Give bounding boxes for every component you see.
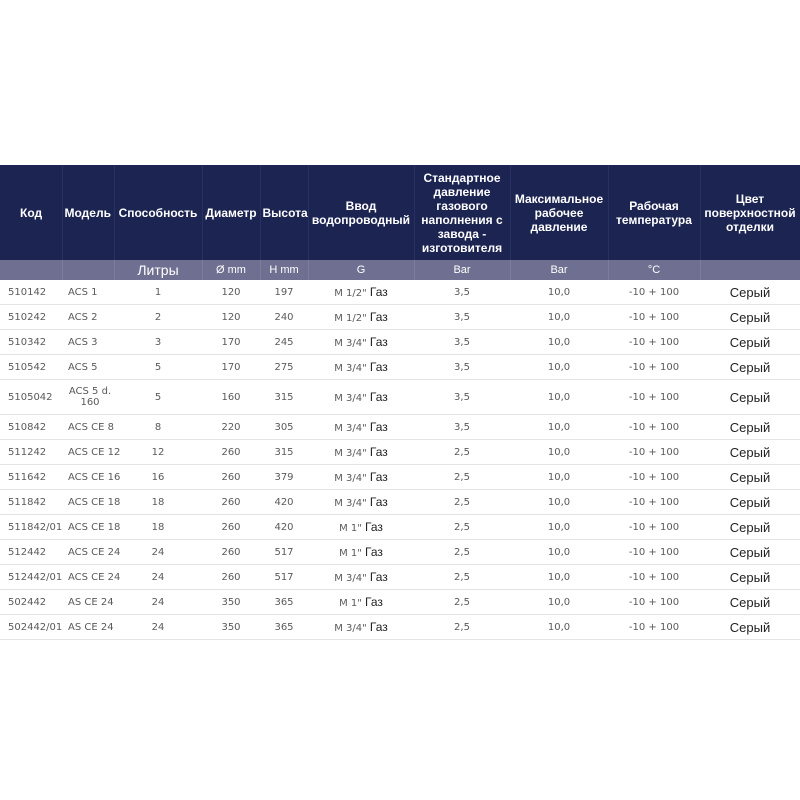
cell-inlet-gas: Газ [369, 360, 388, 374]
cell-model: ACS CE 24 [62, 565, 114, 590]
unit-capacity: Литры [114, 260, 202, 280]
cell-inlet-thread: M 1" [339, 548, 362, 559]
cell-inlet [308, 415, 414, 440]
cell-diameter: 260 [202, 565, 260, 590]
cell-diameter: 350 [202, 590, 260, 615]
unit-inlet: G [308, 260, 414, 280]
cell-height: 245 [260, 330, 308, 355]
cell-work-temp: -10 + 100 [608, 280, 700, 305]
cell-capacity: 1 [114, 280, 202, 305]
cell-surface-color: Серый [700, 590, 800, 615]
unit-code [0, 260, 62, 280]
table-row [0, 490, 800, 515]
cell-max-pressure: 10,0 [510, 330, 608, 355]
cell-code: 510142 [0, 280, 62, 305]
cell-model: AS CE 24 [62, 615, 114, 640]
cell-preset-pressure: 2,5 [414, 490, 510, 515]
cell-surface-color: Серый [700, 540, 800, 565]
cell-height: 240 [260, 305, 308, 330]
cell-surface-color: Серый [700, 565, 800, 590]
cell-model: ACS CE 24 [62, 540, 114, 565]
cell-inlet [308, 515, 414, 540]
cell-model: ACS CE 16 [62, 465, 114, 490]
cell-inlet-gas: Газ [369, 495, 388, 509]
cell-inlet-gas: Газ [369, 335, 388, 349]
header-model: Модель [62, 165, 114, 260]
cell-max-pressure: 10,0 [510, 355, 608, 380]
cell-inlet-thread: M 1" [339, 523, 362, 534]
table-row [0, 615, 800, 640]
cell-work-temp: -10 + 100 [608, 515, 700, 540]
cell-max-pressure: 10,0 [510, 515, 608, 540]
cell-diameter: 350 [202, 615, 260, 640]
header-diameter: Диаметр [202, 165, 260, 260]
cell-diameter: 260 [202, 440, 260, 465]
unit-surface-color [700, 260, 800, 280]
cell-inlet-gas: Газ [369, 570, 388, 584]
table-row [0, 540, 800, 565]
cell-height: 315 [260, 440, 308, 465]
cell-diameter: 260 [202, 465, 260, 490]
cell-code: 510542 [0, 355, 62, 380]
cell-code: 5105042 [0, 380, 62, 415]
cell-height: 420 [260, 490, 308, 515]
cell-inlet-thread: M 3/4" [334, 423, 367, 434]
spec-table-container [0, 165, 800, 640]
cell-inlet-thread: M 3/4" [334, 573, 367, 584]
table-row [0, 440, 800, 465]
cell-capacity: 18 [114, 490, 202, 515]
cell-inlet-gas: Газ [369, 390, 388, 404]
cell-surface-color: Серый [700, 415, 800, 440]
cell-height: 517 [260, 565, 308, 590]
table-row [0, 355, 800, 380]
cell-inlet [308, 280, 414, 305]
cell-model: AS CE 24 [62, 590, 114, 615]
unit-work-temp: °C [608, 260, 700, 280]
unit-height: H mm [260, 260, 308, 280]
cell-inlet-thread: M 1/2" [334, 288, 367, 299]
cell-work-temp: -10 + 100 [608, 355, 700, 380]
header-max-pressure: Максимальное рабочее давление [510, 165, 608, 260]
cell-capacity: 5 [114, 355, 202, 380]
cell-model: ACS CE 12 [62, 440, 114, 465]
cell-capacity: 12 [114, 440, 202, 465]
table-body [0, 280, 800, 640]
cell-inlet [308, 440, 414, 465]
cell-inlet [308, 490, 414, 515]
table-row [0, 305, 800, 330]
cell-work-temp: -10 + 100 [608, 565, 700, 590]
cell-max-pressure: 10,0 [510, 590, 608, 615]
cell-preset-pressure: 3,5 [414, 415, 510, 440]
cell-inlet-thread: M 3/4" [334, 498, 367, 509]
cell-capacity: 24 [114, 615, 202, 640]
cell-height: 365 [260, 615, 308, 640]
cell-capacity: 3 [114, 330, 202, 355]
cell-preset-pressure: 3,5 [414, 355, 510, 380]
cell-height: 379 [260, 465, 308, 490]
cell-code: 511842/01 [0, 515, 62, 540]
cell-surface-color: Серый [700, 305, 800, 330]
cell-model: ACS 5 [62, 355, 114, 380]
cell-work-temp: -10 + 100 [608, 330, 700, 355]
cell-diameter: 260 [202, 490, 260, 515]
cell-capacity: 24 [114, 565, 202, 590]
cell-inlet-gas: Газ [365, 595, 383, 609]
table-header [0, 165, 800, 280]
cell-surface-color: Серый [700, 440, 800, 465]
cell-capacity: 2 [114, 305, 202, 330]
table-row [0, 565, 800, 590]
cell-diameter: 220 [202, 415, 260, 440]
cell-capacity: 24 [114, 590, 202, 615]
cell-code: 510842 [0, 415, 62, 440]
cell-height: 517 [260, 540, 308, 565]
cell-diameter: 170 [202, 330, 260, 355]
cell-inlet-gas: Газ [369, 285, 388, 299]
cell-diameter: 260 [202, 540, 260, 565]
header-surface-color: Цвет поверхностной отделки [700, 165, 800, 260]
cell-model [62, 380, 114, 415]
cell-code: 511642 [0, 465, 62, 490]
cell-code: 510342 [0, 330, 62, 355]
cell-height: 315 [260, 380, 308, 415]
cell-preset-pressure: 2,5 [414, 540, 510, 565]
cell-max-pressure: 10,0 [510, 540, 608, 565]
cell-code: 512442 [0, 540, 62, 565]
cell-inlet-gas: Газ [365, 545, 383, 559]
cell-capacity: 18 [114, 515, 202, 540]
cell-max-pressure: 10,0 [510, 565, 608, 590]
cell-height: 365 [260, 590, 308, 615]
cell-preset-pressure: 2,5 [414, 515, 510, 540]
cell-max-pressure: 10,0 [510, 380, 608, 415]
cell-code: 511842 [0, 490, 62, 515]
cell-work-temp: -10 + 100 [608, 380, 700, 415]
units-row [0, 260, 800, 280]
cell-height: 275 [260, 355, 308, 380]
cell-inlet-thread: M 1/2" [334, 313, 367, 324]
cell-inlet [308, 305, 414, 330]
header-code: Код [0, 165, 62, 260]
header-height: Высота [260, 165, 308, 260]
cell-height: 197 [260, 280, 308, 305]
cell-inlet [308, 615, 414, 640]
cell-inlet [308, 590, 414, 615]
cell-max-pressure: 10,0 [510, 415, 608, 440]
header-row [0, 165, 800, 260]
header-preset-pressure: Стандартное давление газового наполнения с завода - изготовителя [414, 165, 510, 260]
cell-surface-color: Серый [700, 280, 800, 305]
cell-inlet-thread: M 3/4" [334, 448, 367, 459]
cell-inlet [308, 565, 414, 590]
cell-preset-pressure: 3,5 [414, 330, 510, 355]
cell-height: 420 [260, 515, 308, 540]
cell-code: 502442 [0, 590, 62, 615]
cell-preset-pressure: 2,5 [414, 615, 510, 640]
cell-inlet-gas: Газ [369, 470, 388, 484]
unit-max-pressure: Bar [510, 260, 608, 280]
spec-table [0, 165, 800, 640]
cell-max-pressure: 10,0 [510, 465, 608, 490]
cell-preset-pressure: 2,5 [414, 440, 510, 465]
cell-inlet-gas: Газ [369, 445, 388, 459]
cell-surface-color: Серый [700, 380, 800, 415]
header-inlet: Ввод водопроводный [308, 165, 414, 260]
cell-preset-pressure: 3,5 [414, 280, 510, 305]
cell-inlet-thread: M 3/4" [334, 623, 367, 634]
cell-inlet-thread: M 3/4" [334, 338, 367, 349]
cell-code: 511242 [0, 440, 62, 465]
cell-diameter: 160 [202, 380, 260, 415]
table-row [0, 280, 800, 305]
cell-surface-color: Серый [700, 615, 800, 640]
cell-model: ACS CE 18 [62, 490, 114, 515]
cell-preset-pressure: 2,5 [414, 565, 510, 590]
cell-diameter: 120 [202, 280, 260, 305]
cell-work-temp: -10 + 100 [608, 415, 700, 440]
cell-inlet-thread: M 1" [339, 598, 362, 609]
cell-max-pressure: 10,0 [510, 615, 608, 640]
cell-inlet [308, 540, 414, 565]
cell-capacity: 5 [114, 380, 202, 415]
unit-preset-pressure: Bar [414, 260, 510, 280]
cell-inlet-gas: Газ [369, 420, 388, 434]
cell-max-pressure: 10,0 [510, 280, 608, 305]
cell-code: 510242 [0, 305, 62, 330]
cell-code: 502442/01 [0, 615, 62, 640]
cell-model: ACS 1 [62, 280, 114, 305]
table-row [0, 465, 800, 490]
cell-surface-color: Серый [700, 465, 800, 490]
cell-inlet-gas: Газ [369, 620, 388, 634]
cell-capacity: 16 [114, 465, 202, 490]
cell-max-pressure: 10,0 [510, 440, 608, 465]
cell-surface-color: Серый [700, 355, 800, 380]
cell-max-pressure: 10,0 [510, 305, 608, 330]
cell-inlet-gas: Газ [365, 520, 383, 534]
cell-max-pressure: 10,0 [510, 490, 608, 515]
table-row [0, 415, 800, 440]
cell-preset-pressure: 2,5 [414, 590, 510, 615]
cell-preset-pressure: 3,5 [414, 380, 510, 415]
cell-work-temp: -10 + 100 [608, 490, 700, 515]
table-row [0, 330, 800, 355]
header-work-temp: Рабочая температура [608, 165, 700, 260]
cell-surface-color: Серый [700, 330, 800, 355]
cell-surface-color: Серый [700, 515, 800, 540]
cell-model: ACS CE 8 [62, 415, 114, 440]
cell-inlet-thread: M 3/4" [334, 393, 367, 404]
cell-inlet-thread: M 3/4" [334, 473, 367, 484]
cell-inlet [308, 465, 414, 490]
cell-work-temp: -10 + 100 [608, 305, 700, 330]
header-capacity: Способность [114, 165, 202, 260]
cell-inlet [308, 355, 414, 380]
unit-diameter: Ø mm [202, 260, 260, 280]
cell-capacity: 8 [114, 415, 202, 440]
table-row [0, 515, 800, 540]
cell-inlet [308, 330, 414, 355]
unit-model [62, 260, 114, 280]
cell-model-text: ACS 5 d. 160 [68, 386, 112, 408]
table-row [0, 590, 800, 615]
cell-work-temp: -10 + 100 [608, 615, 700, 640]
cell-inlet [308, 380, 414, 415]
cell-work-temp: -10 + 100 [608, 590, 700, 615]
cell-capacity: 24 [114, 540, 202, 565]
cell-work-temp: -10 + 100 [608, 465, 700, 490]
cell-diameter: 260 [202, 515, 260, 540]
table-row [0, 380, 800, 415]
cell-inlet-thread: M 3/4" [334, 363, 367, 374]
cell-preset-pressure: 2,5 [414, 465, 510, 490]
cell-work-temp: -10 + 100 [608, 440, 700, 465]
cell-diameter: 170 [202, 355, 260, 380]
cell-surface-color: Серый [700, 490, 800, 515]
cell-diameter: 120 [202, 305, 260, 330]
cell-code: 512442/01 [0, 565, 62, 590]
cell-model: ACS 2 [62, 305, 114, 330]
cell-model: ACS CE 18 [62, 515, 114, 540]
cell-height: 305 [260, 415, 308, 440]
cell-preset-pressure: 3,5 [414, 305, 510, 330]
cell-work-temp: -10 + 100 [608, 540, 700, 565]
cell-inlet-gas: Газ [369, 310, 388, 324]
cell-model: ACS 3 [62, 330, 114, 355]
